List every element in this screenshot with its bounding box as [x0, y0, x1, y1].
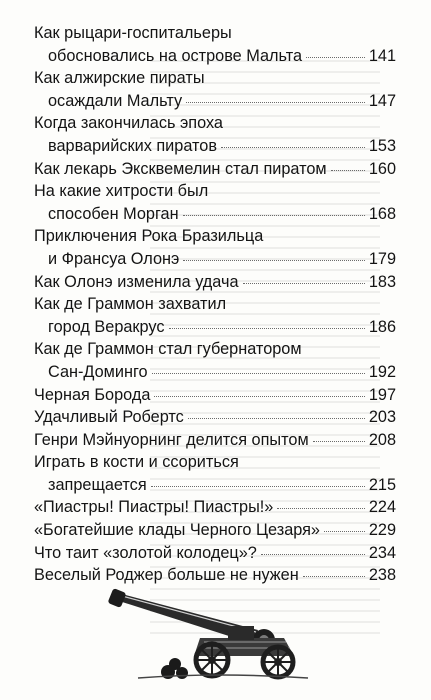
- toc-entry: [34, 496, 396, 519]
- toc-entry-line: [34, 112, 396, 135]
- toc-page-number: 197: [368, 385, 396, 404]
- toc-entry-title: Генри Мэйнуорнинг делится опытом: [34, 430, 309, 449]
- toc-entry: [34, 22, 396, 67]
- toc-entry-title: Удачливый Робертс: [34, 408, 184, 427]
- toc-entry: [34, 338, 396, 383]
- toc-entry: [34, 112, 396, 157]
- dot-leader: [243, 283, 365, 284]
- toc-entry-line: [34, 67, 396, 90]
- toc-entry-line: [34, 271, 396, 294]
- toc-entry-line: [34, 90, 396, 113]
- toc-page-number: 168: [368, 204, 396, 223]
- toc-page-number: 153: [368, 136, 396, 155]
- toc-entry-line: [34, 429, 396, 452]
- dot-leader: [152, 373, 365, 374]
- toc-entry: [34, 542, 396, 565]
- toc-entry-line: [34, 338, 396, 361]
- toc-entry-title: осаждали Мальту: [48, 91, 183, 110]
- toc-entry-line: [34, 180, 396, 203]
- toc-entry-title: запрещается: [48, 475, 147, 494]
- toc-page-number: 203: [368, 408, 396, 427]
- dot-leader: [221, 147, 365, 148]
- toc-entry-title: Когда закончилась эпоха: [34, 114, 223, 133]
- toc-entry-line: [34, 22, 396, 45]
- toc-entry-title: обосновались на острове Мальта: [48, 46, 303, 65]
- toc-entry-title: Как де Граммон захватил: [34, 295, 227, 314]
- dot-leader: [303, 576, 365, 577]
- toc-entry: [34, 451, 396, 496]
- dot-leader: [183, 215, 365, 216]
- toc-entry-line: [34, 451, 396, 474]
- toc-entry-title: Как рыцари-госпитальеры: [34, 24, 232, 42]
- toc-entry-line: [34, 248, 396, 271]
- dot-leader: [188, 418, 365, 419]
- toc-entry: [34, 180, 396, 225]
- toc-page-number: 238: [368, 566, 396, 585]
- toc-entry: [34, 67, 396, 112]
- toc-page-number: 234: [368, 543, 396, 562]
- dot-leader: [261, 554, 365, 555]
- toc-entry-line: [34, 203, 396, 226]
- toc-entry-title: Как лекарь Эксквемелин стал пиратом: [34, 159, 327, 178]
- toc-entry-line: [34, 519, 396, 542]
- toc-page-number: 179: [368, 249, 396, 268]
- toc-page-number: 160: [368, 159, 396, 178]
- dot-leader: [306, 57, 365, 58]
- toc-entry: [34, 406, 396, 429]
- toc-entry: [34, 271, 396, 294]
- toc-entry: [34, 564, 396, 587]
- toc-entry-title: Черная Борода: [34, 385, 151, 404]
- toc-entry-title: способен Морган: [48, 204, 179, 223]
- toc-entry-line: [34, 496, 396, 519]
- toc-page-number: 141: [368, 46, 396, 65]
- toc-entry-line: [34, 542, 396, 565]
- toc-entry-title: «Пиастры! Пиастры! Пиастры!»: [34, 498, 274, 517]
- toc-entry-title: Играть в кости и ссориться: [34, 453, 239, 472]
- toc-entry-title: Сан-Доминго: [48, 362, 148, 381]
- toc-entry-line: [34, 361, 396, 384]
- toc-page-number: 147: [368, 91, 396, 110]
- dot-leader: [183, 260, 365, 261]
- dot-leader: [313, 441, 365, 442]
- toc-entry-title: Как де Граммон стал губернатором: [34, 340, 302, 359]
- cannon-icon: [108, 586, 320, 682]
- toc-page-number: 224: [368, 498, 396, 517]
- toc-entry-title: Веселый Роджер больше не нужен: [34, 566, 299, 585]
- dot-leader: [331, 170, 365, 171]
- toc-entry-title: и Франсуа Олонэ: [48, 249, 180, 268]
- toc-entry: [34, 384, 396, 407]
- toc-entry-title: Как Олонэ изменила удача: [34, 272, 239, 291]
- toc-entry-title: «Богатейшие клады Черного Цезаря»: [34, 521, 320, 540]
- toc-entry: [34, 225, 396, 270]
- toc-entry: [34, 293, 396, 338]
- toc-entry-line: [34, 158, 396, 181]
- toc-entry-line: [34, 474, 396, 497]
- dot-leader: [324, 531, 365, 532]
- table-of-contents: [34, 22, 396, 587]
- dot-leader: [277, 508, 364, 509]
- toc-entry-title: Как алжирские пираты: [34, 69, 205, 88]
- toc-entry: [34, 429, 396, 452]
- toc-page-number: 215: [368, 475, 396, 494]
- toc-entry-line: [34, 406, 396, 429]
- toc-entry-line: [34, 225, 396, 248]
- dot-leader: [169, 328, 365, 329]
- dot-leader: [154, 396, 364, 397]
- toc-entry-line: [34, 316, 396, 339]
- dot-leader: [151, 486, 365, 487]
- toc-page-number: 192: [368, 362, 396, 381]
- toc-page-number: 186: [368, 317, 396, 336]
- toc-entry-title: На какие хитрости был: [34, 182, 209, 201]
- toc-entry-line: [34, 135, 396, 158]
- toc-entry: [34, 519, 396, 542]
- toc-entry-line: [34, 45, 396, 68]
- toc-entry-title: Что таит «золотой колодец»?: [34, 543, 257, 562]
- toc-entry-title: варварийских пиратов: [48, 136, 218, 155]
- toc-entry: [34, 158, 396, 181]
- toc-entry-line: [34, 293, 396, 316]
- toc-page-number: 183: [368, 272, 396, 291]
- toc-page-number: 208: [368, 430, 396, 449]
- toc-entry-title: город Веракрус: [48, 317, 165, 336]
- toc-entry-line: [34, 564, 396, 587]
- toc-entry-title: Приключения Рока Бразильца: [34, 227, 264, 246]
- dot-leader: [186, 102, 365, 103]
- toc-entry-line: [34, 384, 396, 407]
- toc-page-number: 229: [368, 521, 396, 540]
